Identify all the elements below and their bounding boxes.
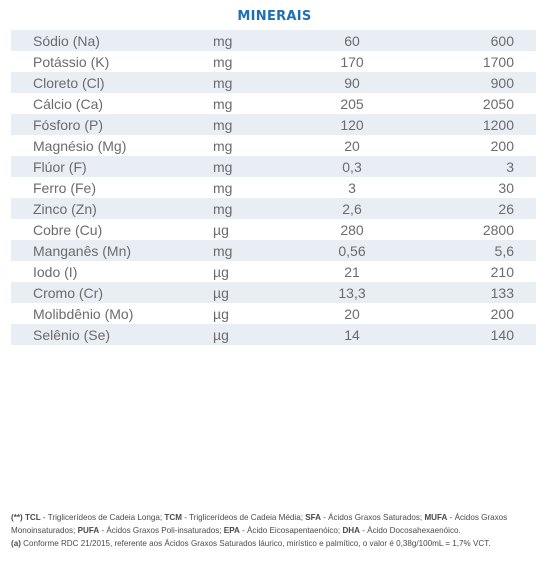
- footnote-abbr: TCL: [24, 513, 41, 522]
- minerals-table: [11, 30, 536, 345]
- table-row: [11, 51, 536, 72]
- value-per-100ml: 205: [340, 95, 364, 112]
- footnote-desc: - Ácido Eicosapentaenóico;: [239, 526, 343, 535]
- nutrient-name: Cálcio (Ca): [33, 95, 104, 112]
- value-per-100ml: 20: [344, 305, 360, 322]
- unit: µg: [213, 305, 229, 322]
- table-row: [11, 93, 536, 114]
- value-per-portion: 1200: [482, 116, 514, 133]
- unit: mg: [213, 32, 233, 49]
- table-row: [11, 261, 536, 282]
- table-row: [11, 198, 536, 219]
- footnote-abbr: TCM: [164, 513, 182, 522]
- unit: mg: [213, 116, 233, 133]
- unit: µg: [213, 221, 229, 238]
- nutrient-name: Selênio (Se): [33, 326, 111, 343]
- value-per-100ml: 13,3: [338, 284, 366, 301]
- unit: mg: [213, 74, 233, 91]
- section-title: MINERAIS: [237, 9, 312, 24]
- value-per-portion: 210: [490, 263, 514, 280]
- table-row: [11, 219, 536, 240]
- table-row: [11, 282, 536, 303]
- nutrient-name: Flúor (F): [33, 158, 87, 175]
- nutrient-name: Magnésio (Mg): [33, 137, 127, 154]
- note-marker: (a): [11, 539, 21, 548]
- unit: mg: [213, 95, 233, 112]
- unit: mg: [213, 200, 233, 217]
- footnote-abbr: MUFA: [424, 513, 448, 522]
- nutrient-name: Sódio (Na): [33, 32, 100, 49]
- value-per-100ml: 120: [340, 116, 364, 133]
- value-per-portion: 133: [490, 284, 514, 301]
- footnote-abbr: PUFA: [77, 526, 100, 535]
- nutrient-name: Iodo (I): [33, 263, 78, 280]
- value-per-portion: 200: [490, 305, 514, 322]
- unit: mg: [213, 137, 233, 154]
- value-per-portion: 140: [490, 326, 514, 343]
- value-per-100ml: 2,6: [342, 200, 362, 217]
- value-per-portion: 900: [490, 74, 514, 91]
- value-per-portion: 3: [506, 158, 514, 175]
- table-row: [11, 303, 536, 324]
- value-per-100ml: 20: [344, 137, 360, 154]
- value-per-portion: 5,6: [494, 242, 514, 259]
- table-row: [11, 177, 536, 198]
- value-per-portion: 200: [490, 137, 514, 154]
- footnote-abbreviations: [11, 511, 541, 537]
- value-per-100ml: 0,3: [342, 158, 362, 175]
- footnote-desc: - Ácidos Graxos Poli-insaturados;: [99, 526, 224, 535]
- table-row: [11, 72, 536, 93]
- nutrient-name: Manganês (Mn): [33, 242, 132, 259]
- table-row: [11, 135, 536, 156]
- value-per-portion: 26: [498, 200, 514, 217]
- footnote-desc: - Ácido Docosahexaenóico.: [359, 526, 461, 535]
- value-per-portion: 30: [498, 179, 514, 196]
- nutrient-name: Fósforo (P): [33, 116, 104, 133]
- value-per-100ml: 170: [340, 53, 364, 70]
- nutrient-name: Cobre (Cu): [33, 221, 103, 238]
- table-row: [11, 324, 536, 345]
- value-per-100ml: 21: [344, 263, 360, 280]
- nutrient-name: Molibdênio (Mo): [33, 305, 134, 322]
- footnote-desc: - Triglicerídeos de Cadeia Longa;: [40, 513, 165, 522]
- value-per-100ml: 3: [348, 179, 356, 196]
- table-row: [11, 30, 536, 51]
- footnote-abbr: EPA: [223, 526, 240, 535]
- nutrient-name: Cloreto (Cl): [33, 74, 105, 91]
- value-per-100ml: 90: [344, 74, 360, 91]
- unit: µg: [213, 326, 229, 343]
- note-text: Conforme RDC 21/2015, referente aos Ácidos Graxos Saturados láurico, mirístico e palmítico, o valor é 0,38g/100mL = 1,7% VCT.: [20, 539, 491, 548]
- unit: mg: [213, 179, 233, 196]
- value-per-100ml: 14: [344, 326, 360, 343]
- nutrient-name: Ferro (Fe): [33, 179, 96, 196]
- unit: mg: [213, 53, 233, 70]
- footnote-abbr: DHA: [342, 526, 360, 535]
- footnote-desc: - Triglicerídeos de Cadeia Média;: [181, 513, 306, 522]
- table-row: [11, 156, 536, 177]
- table-row: [11, 240, 536, 261]
- table-row: [11, 114, 536, 135]
- nutrient-name: Potássio (K): [33, 53, 110, 70]
- value-per-portion: 2050: [482, 95, 514, 112]
- value-per-100ml: 280: [340, 221, 364, 238]
- value-per-portion: 600: [490, 32, 514, 49]
- footnote-marker: (**): [11, 513, 23, 522]
- unit: µg: [213, 263, 229, 280]
- value-per-portion: 1700: [482, 53, 514, 70]
- unit: mg: [213, 242, 233, 259]
- nutrient-name: Cromo (Cr): [33, 284, 103, 301]
- unit: mg: [213, 158, 233, 175]
- value-per-100ml: 0,56: [338, 242, 366, 259]
- unit: µg: [213, 284, 229, 301]
- nutrient-name: Zinco (Zn): [33, 200, 97, 217]
- value-per-portion: 2800: [482, 221, 514, 238]
- footnote-desc: - Ácidos Graxos Saturados;: [320, 513, 425, 522]
- footnote-desc: - Ácidos Graxos Monoinsaturados;: [11, 513, 508, 535]
- footnote-note-a: [11, 537, 541, 550]
- footnotes: [11, 511, 541, 550]
- value-per-100ml: 60: [344, 32, 360, 49]
- footnote-abbr: SFA: [305, 513, 321, 522]
